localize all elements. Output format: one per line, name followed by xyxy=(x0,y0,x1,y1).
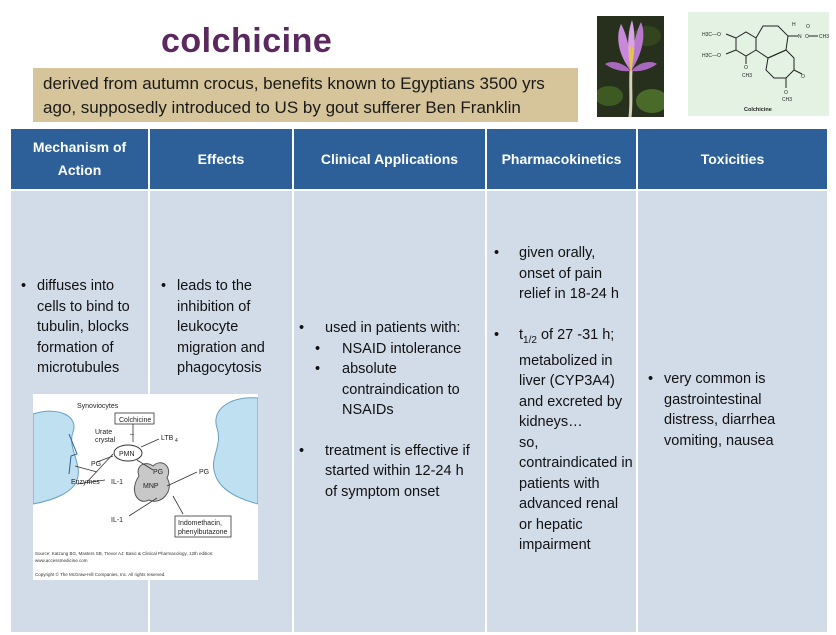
diagram-minus-sign: – xyxy=(130,431,134,438)
diagram-label-mnp: MNP xyxy=(143,483,159,490)
pk-half-life-subscript: 1/2 xyxy=(523,334,537,346)
column-divider xyxy=(636,129,638,632)
structure-label-7: C xyxy=(805,34,809,40)
mechanism-cell: • diffuses into cells to bind to tubulin, blocks formation of microtubules xyxy=(21,278,130,376)
structure-label-3: O xyxy=(744,65,748,71)
diagram-label-pg-1: PG xyxy=(91,461,102,468)
pk-item-2: $t_{1/2}$ of 27 -31 h; metabolized in liver (CYP3A4) and excreted by kidneys… xyxy=(519,326,623,431)
mechanism-text: diffuses into cells to bind to tubulin, blocks formation of microtubules xyxy=(37,278,130,376)
effects-text: leads to the inhibition of leukocyte migration and phagocytosis xyxy=(177,278,265,376)
toxicities-cell: • very common is gastrointestinal distress, diarrhea vomiting, nausea xyxy=(648,371,776,449)
toxicities-text: very common is gastrointestinal distress, diarrhea vomiting, nausea xyxy=(664,371,776,449)
subtitle-box: derived from autumn crocus, benefits known to Egyptians 3500 yrs ago, supposedly introduced to US by gout sufferer Ben Franklin xyxy=(33,68,578,122)
diagram-label-il1-a: IL-1 xyxy=(111,479,124,486)
structure-label-12: CH3 xyxy=(782,97,793,103)
column-divider xyxy=(292,129,294,632)
pk-cell: • given orally, onset of pain relief in 18-24 h • $t_{1/2}$ of 27 -31 h; metabolized in liver (CYP3A4) and excreted by kidneys… so, contraindicated in patients with advanced renal or hepatic impairment xyxy=(494,243,634,556)
diagram-copyright: Copyright © The McGraw-Hill Companies, Inc. All rights reserved. xyxy=(35,572,166,577)
page-title: colchicine xyxy=(161,22,333,60)
colchicine-structure-image xyxy=(688,12,829,116)
diagram-label-il1-b: IL-1 xyxy=(111,517,124,524)
structure-label-11: O xyxy=(784,90,788,96)
structure-label-8: CH3 xyxy=(819,34,829,40)
diagram-label-ltb-sub: 4 xyxy=(175,438,178,444)
structure-label-9: O xyxy=(806,24,810,30)
structure-label-5: H xyxy=(792,22,796,28)
clinical-sub-1: NSAID intolerance xyxy=(342,340,462,357)
diagram-label-crystal: crystal xyxy=(95,437,116,444)
structure-name: Colchicine xyxy=(744,107,772,113)
structure-label-2: H3C—O xyxy=(702,53,721,59)
diagram-label-ltb: LTB xyxy=(161,435,174,442)
diagram-label-colchicine: Colchicine xyxy=(119,417,152,424)
clinical-sub-2: absolute contraindication to NSAIDs xyxy=(342,361,460,418)
header-mechanism: Mechanism of Action xyxy=(11,129,148,189)
header-toxicities: Toxicities xyxy=(638,129,827,189)
clinical-item-1: used in patients with: xyxy=(325,320,461,336)
structure-label-6: N xyxy=(798,34,802,40)
header-effects: Effects xyxy=(150,129,292,189)
diagram-label-pg-3: PG xyxy=(199,469,210,476)
crocus-flower-photo xyxy=(597,16,664,117)
diagram-source: Source: Katzung BG, Masters SB, Trevor AJ: Basic & Clinical Pharmacology, 12th edition: xyxy=(35,551,214,556)
diagram-website: www.accessmedicine.com xyxy=(35,558,88,563)
clinical-cell: • used in patients with: • NSAID intolerance • absolute contraindication to NSAIDs • treatment is effective if started within 12-24 h of symptom onset xyxy=(299,320,470,500)
header-clinical: Clinical Applications xyxy=(294,129,485,189)
structure-label-1: H3C—O xyxy=(702,32,721,38)
effects-cell: • leads to the inhibition of leukocyte migration and phagocytosis xyxy=(161,278,265,376)
clinical-item-2: treatment is effective if started within 12-24 h of symptom onset xyxy=(325,442,470,500)
diagram-label-synoviocytes: Synoviocytes xyxy=(77,403,119,410)
diagram-label-phenylbutazone: phenylbutazone xyxy=(178,529,228,536)
diagram-label-enzymes: Enzymes xyxy=(71,479,100,486)
header-pharmacokinetics: Pharmacokinetics xyxy=(487,129,636,189)
diagram-label-urate: Urate xyxy=(95,429,113,436)
diagram-label-indomethacin: Indomethacin, xyxy=(178,520,222,527)
pk-item-1: given orally, onset of pain relief in 18-24 h xyxy=(519,245,619,302)
structure-label-4: CH3 xyxy=(742,73,753,79)
column-divider xyxy=(485,129,487,632)
header-divider xyxy=(11,189,827,191)
diagram-label-pg-2: PG xyxy=(153,469,164,476)
diagram-label-pmn: PMN xyxy=(119,451,135,458)
structure-label-10: O xyxy=(801,74,805,80)
mechanism-diagram xyxy=(33,394,258,580)
pk-item-2-continued: so, contraindicated in patients with advanced renal or hepatic impairment xyxy=(519,434,633,554)
